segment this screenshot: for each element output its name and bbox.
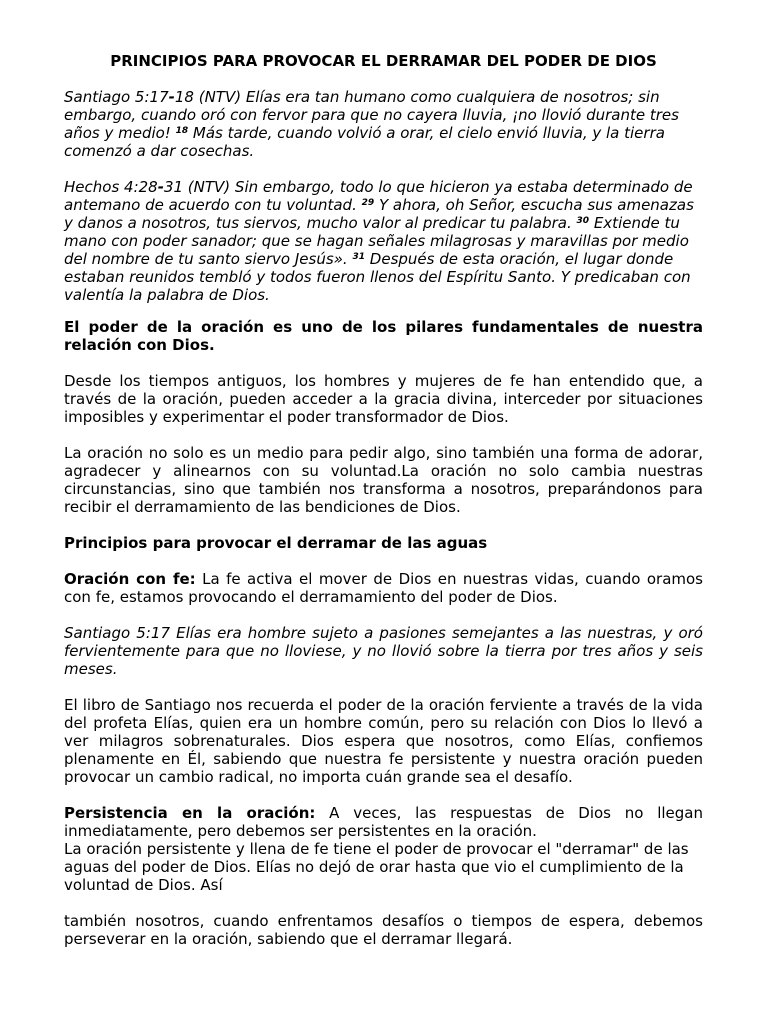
santiago-verse-17: 18 (NTV) Elías era tan humano como cualquiera de nosotros; sin embargo, cuando oró con fervor para que no cayera lluvia, ¡no llovió durante tres años y medio! [64, 88, 679, 142]
spacer [64, 894, 703, 912]
paragraph-also-us: también nosotros, cuando enfrentamos desafíos o tiempos de espera, debemos perseverar en la oración, sabiendo que el derramar llegará. [64, 912, 703, 948]
faith-text: La fe activa el mover de Dios en nuestras vidas, cuando oramos con fe, estamos provocando el derramamiento del poder de Dios. [64, 570, 703, 606]
spacer [64, 516, 703, 534]
document-title: PRINCIPIOS PARA PROVOCAR EL DERRAMAR DEL PODER DE DIOS [110, 52, 657, 70]
document-page [64, 52, 703, 948]
spacer [64, 678, 703, 696]
paragraph-santiago-book: El libro de Santiago nos recuerda el poder de la oración ferviente a través de la vida del profeta Elías, quien era un hombre común, pero su relación con Dios lo llevó a ver milagros sobrenaturales. Dios espera que nosotros, como Elías, confiemos plenamente en Él, sabiendo que nuestra fe persistente y nuestra oración pueden provocar un cambio radical, no importa cuán grande sea el desafío. [64, 696, 703, 786]
heading-principles: Principios para provocar el derramar de las aguas [64, 534, 488, 552]
verse-number-29: 29 [361, 198, 375, 208]
paragraph-prayer-with-faith [64, 570, 703, 606]
persistence-label: Persistencia en la oración: [64, 804, 316, 822]
paragraph-ancient-times: Desde los tiempos antiguos, los hombres y mujeres de fe han entendido que, a través de la oración, pueden acceder a la gracia divina, interceder por situaciones imposibles y experimentar el poder transformador de Dios. [64, 372, 703, 426]
spacer [64, 552, 703, 570]
hechos-ref-start: Hechos 4:28 [64, 178, 158, 196]
hechos-verse-31: Después de esta oración, el lugar donde estaban reunidos tembló y todos fueron llenos del Espíritu Santo. Y predicaban con valentía la palabra de Dios. [64, 250, 691, 304]
santiago-passage [64, 88, 703, 160]
hechos-verse-30: Extiende tu mano con poder sanador; que se hagan señales milagrosas y maravillas por medio del nombre de tu santo siervo Jesús». [64, 214, 689, 268]
spacer [64, 786, 703, 804]
spacer [64, 160, 703, 178]
spacer [64, 606, 703, 624]
spacer [64, 354, 703, 372]
hechos-verse-28: 31 (NTV) Sin embargo, todo lo que hicieron ya estaba determinado de antemano de acuerdo con tu voluntad. [64, 178, 693, 214]
verse-number-31: 31 [352, 252, 366, 262]
santiago-ref-dash: - [168, 88, 175, 106]
faith-label: Oración con fe: [64, 570, 196, 588]
verse-number-18: 18 [175, 126, 189, 136]
santiago-517-quote: Santiago 5:17 Elías era hombre sujeto a pasiones semejantes a las nuestras, y oró fervientemente para que no lloviese, y no llovió sobre la tierra por tres años y seis meses. [64, 624, 703, 678]
paragraph-persistent-prayer: La oración persistente y llena de fe tiene el poder de provocar el "derramar" de las aguas del poder de Dios. Elías no dejó de orar hasta que vio el cumplimiento de la voluntad de Dios. Así [64, 840, 689, 894]
persistence-text: A veces, las respuestas de Dios no llegan inmediatamente, pero debemos ser persistentes en la oración. [64, 804, 703, 840]
hechos-verse-29: Y ahora, oh Señor, escucha sus amenazas y danos a nosotros, tus siervos, mucho valor al predicar tu palabra. [64, 196, 694, 232]
hechos-ref-dash: - [157, 178, 164, 196]
paragraph-persistence [64, 804, 703, 840]
verse-number-30: 30 [576, 216, 590, 226]
paragraph-worship: La oración no solo es un medio para pedir algo, sino también una forma de adorar, agradecer y alinearnos con su voluntad.La oración no solo cambia nuestras circunstancias, sino que también nos transforma a nosotros, preparándonos para recibir el derramamiento de las bendiciones de Dios. [64, 444, 703, 516]
spacer [64, 304, 703, 318]
santiago-ref-start: Santiago 5:17 [64, 88, 169, 106]
hechos-passage [64, 178, 703, 304]
santiago-verse-18: Más tarde, cuando volvió a orar, el cielo envió lluvia, y la tierra comenzó a dar cosechas. [64, 124, 665, 160]
heading-power-of-prayer: El poder de la oración es uno de los pilares fundamentales de nuestra relación con Dios. [64, 318, 703, 354]
spacer [64, 426, 703, 444]
